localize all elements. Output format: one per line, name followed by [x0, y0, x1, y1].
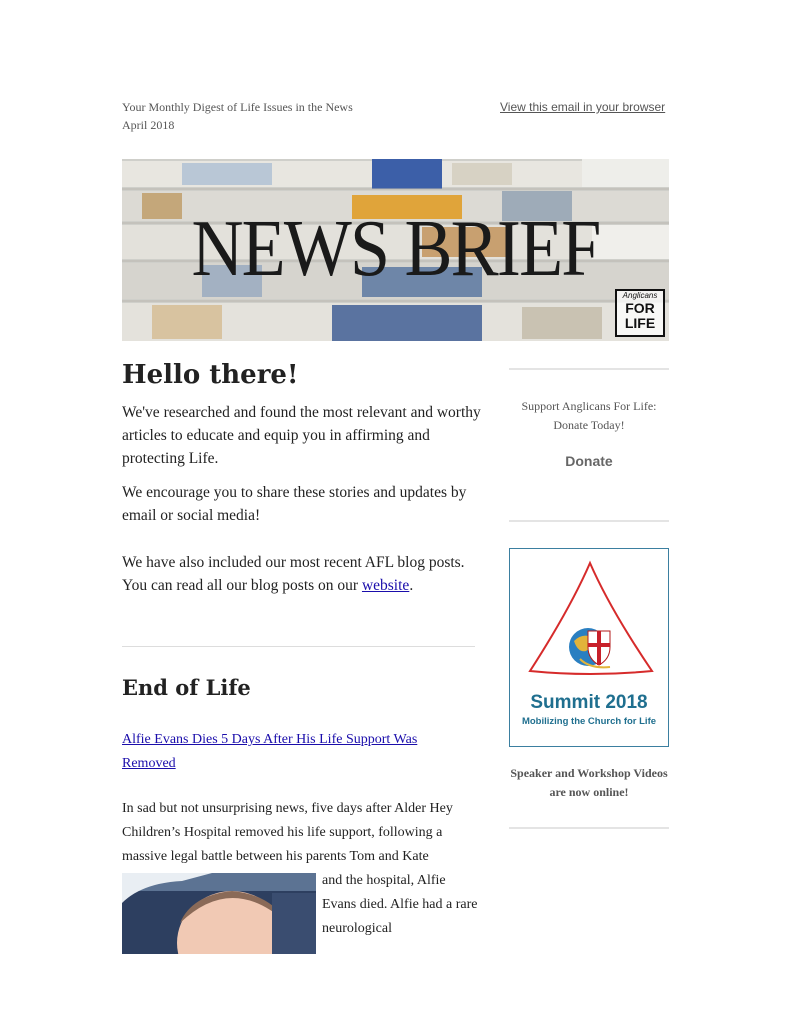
logo-line2: FOR: [625, 300, 655, 316]
anglicans-for-life-logo: [615, 289, 665, 337]
intro-paragraph-3: [122, 551, 482, 597]
content-divider: [122, 646, 475, 647]
news-brief-banner: [122, 159, 669, 341]
view-in-browser-link[interactable]: View this email in your browser: [500, 100, 666, 114]
blog-text-end: .: [409, 577, 414, 594]
logo-line3: LIFE: [624, 315, 656, 331]
sidebar-divider-bottom: [509, 827, 669, 829]
summit-triangle-logo: [510, 549, 668, 689]
greeting-heading: Hello there!: [122, 360, 299, 390]
donate-button[interactable]: Donate: [565, 453, 613, 469]
intro-paragraph-2: We encourage you to share these stories and updates by email or social media!: [122, 484, 467, 524]
blog-text: We have also included our most recent AFL blog posts. You can read all our blog posts on our: [122, 554, 465, 594]
sidebar-divider-middle: [509, 520, 669, 522]
header-tagline: [122, 98, 353, 134]
logo-line1: Anglicans: [622, 291, 658, 300]
summit-subtitle: Mobilizing the Church for Life: [521, 716, 657, 727]
summit-2018-banner[interactable]: [509, 548, 669, 747]
article-body-part2: and the hospital, Alfie Evans died. Alfie had a rare neurological: [322, 873, 478, 936]
website-link[interactable]: website: [361, 577, 410, 594]
article-body-part1: In sad but not unsurprising news, five days after Alder Hey Children’s Hospital removed his life support, following a massive legal battle between his parents Tom and Kate: [122, 801, 453, 864]
sidebar-divider-top: [509, 368, 669, 370]
intro-paragraph-1: We've researched and found the most relevant and worthy articles to educate and equip you in affirming and protecting Life.: [122, 404, 481, 467]
section-title-end-of-life: End of Life: [122, 675, 251, 700]
issue-date: April 2018: [122, 118, 175, 132]
alfie-evans-photo: [122, 873, 316, 954]
article-link-alfie-evans[interactable]: Alfie Evans Dies 5 Days After His Life Support Was Removed: [122, 732, 418, 771]
banner-title: NEWS BRIEF: [191, 205, 600, 293]
summit-title: Summit 2018: [530, 692, 648, 713]
speaker-videos-text[interactable]: Speaker and Workshop Videos are now online!: [510, 766, 668, 799]
support-text: Support Anglicans For Life: Donate Today!: [521, 399, 657, 432]
digest-tagline: Your Monthly Digest of Life Issues in the News: [122, 100, 353, 114]
